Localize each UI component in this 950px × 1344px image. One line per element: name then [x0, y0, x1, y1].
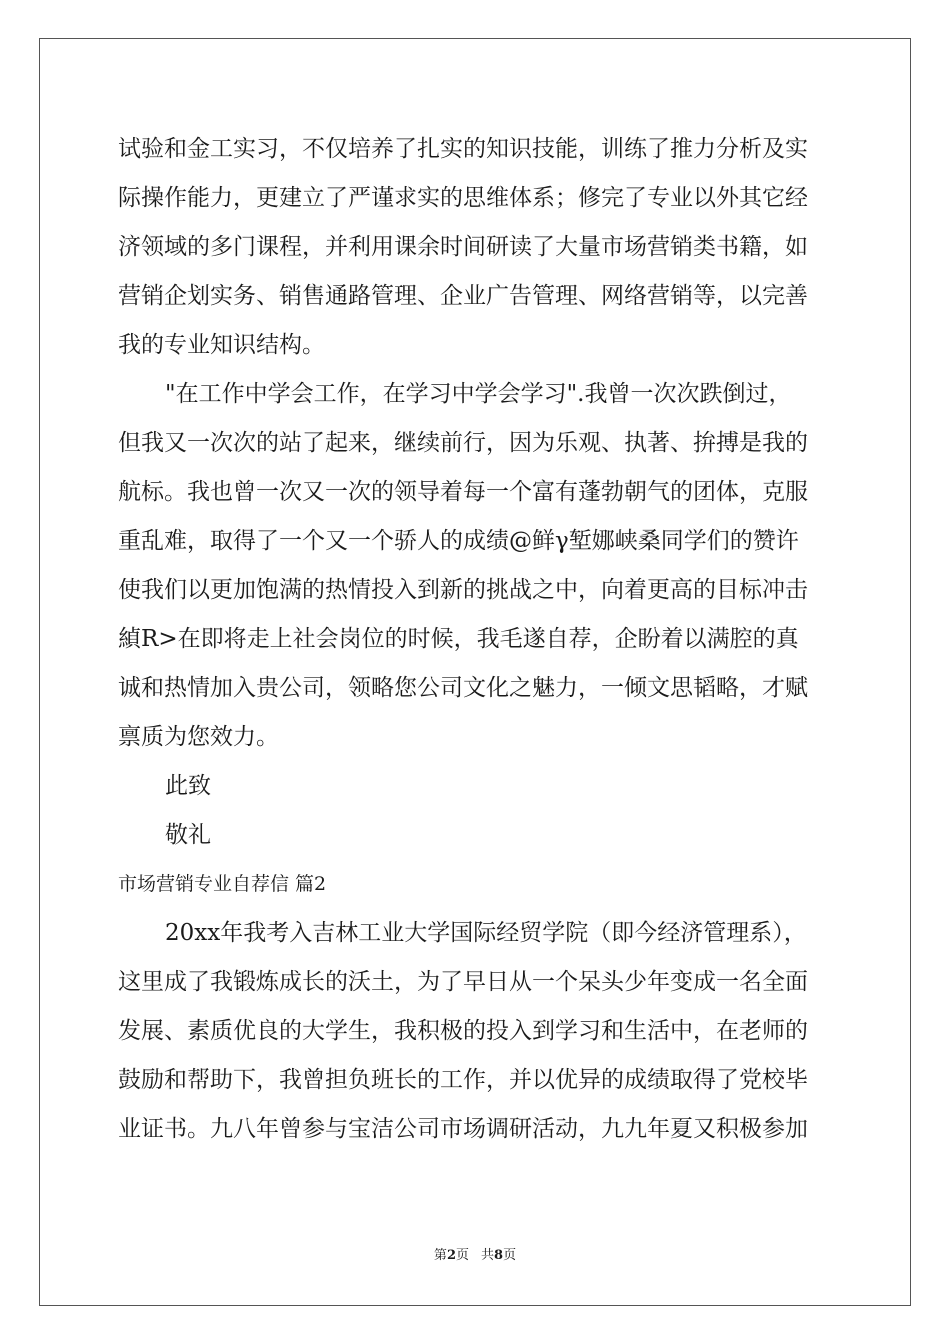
- body-line: 试验和金工实习，不仅培养了扎实的知识技能，训练了推力分析及实: [118, 136, 808, 162]
- body-line: 20xx年我考入吉林工业大学国际经贸学院（即今经济管理系），: [165, 920, 807, 946]
- body-line: 济领域的多门课程，并利用课余时间研读了大量市场营销类书籍，如: [118, 234, 808, 260]
- body-line: 这里成了我锻炼成长的沃土，为了早日从一个呆头少年变成一名全面: [118, 969, 808, 995]
- closing-regards: 敬礼: [165, 822, 211, 848]
- section-heading: 市场营销专业自荐信 篇2: [118, 873, 327, 895]
- page-number: 2: [446, 1248, 456, 1263]
- body-line: 发展、素质优良的大学生，我积极的投入到学习和生活中，在老师的: [118, 1018, 808, 1044]
- body-line: 重乱难，取得了一个又一个骄人的成绩@鲜γ堑娜峡桑同学们的赞许: [118, 528, 799, 554]
- body-line: "在工作中学会工作，在学习中学会学习".我曾一次次跌倒过，: [165, 381, 792, 407]
- body-line: 但我又一次次的站了起来，继续前行，因为乐观、执著、拚搏是我的: [118, 430, 808, 456]
- page-number-suffix: 页: [455, 1248, 469, 1263]
- body-line: 诚和热情加入贵公司，领略您公司文化之魅力，一倾文思韬略，才赋: [118, 675, 808, 701]
- body-line: 业证书。九八年曾参与宝洁公司市场调研活动，九九年夏又积极参加: [118, 1116, 808, 1142]
- body-line: 使我们以更加饱满的热情投入到新的挑战之中，向着更高的目标冲击: [118, 577, 808, 603]
- body-line: 禀质为您效力。: [118, 724, 279, 750]
- page-footer: [0, 1247, 950, 1265]
- body-line: 緽R>在即将走上社会岗位的时候，我毛遂自荐，企盼着以满腔的真: [118, 626, 799, 652]
- body-line: 航标。我也曾一次又一次的领导着每一个富有蓬勃朝气的团体，克服: [118, 479, 808, 505]
- page-total-suffix: 页: [503, 1248, 517, 1263]
- body-line: 我的专业知识结构。: [118, 332, 325, 358]
- closing-salutation: 此致: [165, 773, 211, 799]
- page-total: 8: [494, 1248, 504, 1263]
- body-line: 际操作能力，更建立了严谨求实的思维体系；修完了专业以外其它经: [118, 185, 808, 211]
- body-line: 营销企划实务、销售通路管理、企业广告管理、网络营销等，以完善: [118, 283, 808, 309]
- page-total-prefix: 共: [481, 1248, 495, 1263]
- body-line: 鼓励和帮助下，我曾担负班长的工作，并以优异的成绩取得了党校毕: [118, 1067, 808, 1093]
- page-number-prefix: 第: [433, 1248, 447, 1263]
